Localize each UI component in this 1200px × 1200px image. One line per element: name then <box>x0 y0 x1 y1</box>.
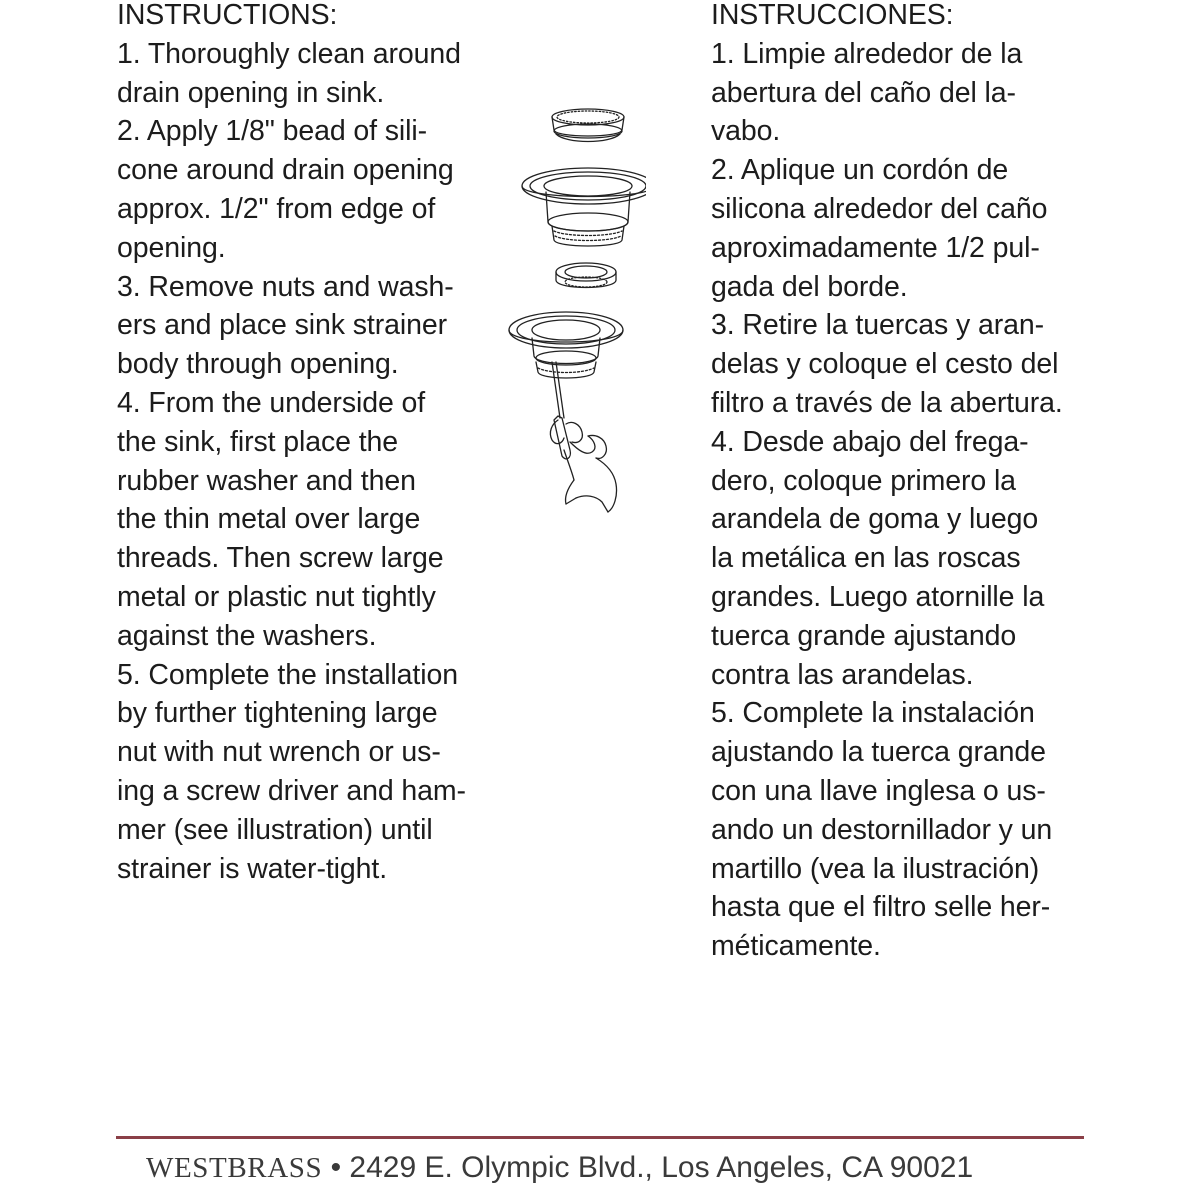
instruction-line: opening. <box>117 231 226 264</box>
instruction-line: ers and place sink strainer <box>117 309 447 342</box>
instruction-line: méticamente. <box>711 930 881 963</box>
instruction-line: abertura del caño del la- <box>711 76 1016 109</box>
instruction-line: gada del borde. <box>711 270 908 303</box>
instruction-line: dero, coloque primero la <box>711 464 1016 497</box>
screwdriver-icon <box>552 362 570 459</box>
footer-address: 2429 E. Olympic Blvd., Los Angeles, CA 90021 <box>349 1151 974 1184</box>
instruction-line: cone around drain opening <box>117 154 454 187</box>
instruction-line: against the washers. <box>117 619 377 652</box>
instruction-line: vabo. <box>711 115 781 148</box>
washer-part <box>556 263 616 288</box>
instruction-line: the thin metal over large <box>117 503 421 536</box>
instruction-line: 1. Limpie alrededor de la <box>711 37 1023 70</box>
instruction-line: nut with nut wrench or us- <box>117 736 441 769</box>
instruction-line: drain opening in sink. <box>117 76 385 109</box>
instruction-line: 3. Remove nuts and wash- <box>117 270 454 303</box>
instructions-heading-spanish: INSTRUCCIONES: <box>711 0 954 31</box>
instruction-line: ajustando la tuerca grande <box>711 736 1046 769</box>
hand-icon <box>550 420 616 512</box>
strainer-body-part <box>522 168 646 246</box>
instruction-line: body through opening. <box>117 348 399 381</box>
instruction-line: rubber washer and then <box>117 464 416 497</box>
instruction-line: silicona alrededor del caño <box>711 192 1048 225</box>
instruction-line: la metálica en las roscas <box>711 542 1021 575</box>
instruction-line: ando un destornillador y un <box>711 813 1053 846</box>
instruction-line: approx. 1/2" from edge of <box>117 192 436 225</box>
footer-divider <box>116 1136 1084 1139</box>
instruction-line: 5. Complete the installation <box>117 658 458 691</box>
instruction-line: delas y coloque el cesto del <box>711 348 1059 381</box>
instruction-line: contra las arandelas. <box>711 658 974 691</box>
sink-strainer-assembly-icon <box>496 100 646 530</box>
instruction-line: the sink, first place the <box>117 425 399 458</box>
instruction-line: 1. Thoroughly clean around <box>117 37 461 70</box>
instruction-line: 5. Complete la instalación <box>711 697 1035 730</box>
instruction-line: ing a screw driver and ham- <box>117 774 466 807</box>
instructions-heading-english: INSTRUCTIONS: <box>117 0 338 31</box>
instructions-english <box>117 0 497 888</box>
instruction-line: metal or plastic nut tightly <box>117 580 436 613</box>
brand-name: WESTBRASS <box>146 1152 323 1184</box>
instruction-line: martillo (vea la ilustración) <box>711 852 1040 885</box>
instructions-spanish <box>711 0 1091 966</box>
instruction-line: 4. From the underside of <box>117 386 426 419</box>
strainer-basket-part <box>552 109 624 142</box>
instruction-line: arandela de goma y luego <box>711 503 1039 536</box>
footer-separator: • <box>330 1151 342 1184</box>
instruction-line: tuerca grande ajustando <box>711 619 1017 652</box>
instruction-line: threads. Then screw large <box>117 542 444 575</box>
footer-address-line <box>146 1149 973 1187</box>
instruction-line: grandes. Luego atornille la <box>711 580 1045 613</box>
instruction-line: 4. Desde abajo del frega- <box>711 425 1029 458</box>
instruction-line: 3. Retire la tuercas y aran- <box>711 309 1045 342</box>
instruction-line: con una llave inglesa o us- <box>711 774 1046 807</box>
instruction-line: aproximadamente 1/2 pul- <box>711 231 1040 264</box>
instruction-line: strainer is water-tight. <box>117 852 388 885</box>
instruction-line: by further tightening large <box>117 697 438 730</box>
instruction-line: 2. Aplique un cordón de <box>711 154 1009 187</box>
instruction-line: 2. Apply 1/8" bead of sili- <box>117 115 428 148</box>
instruction-line: filtro a través de la abertura. <box>711 386 1063 419</box>
instruction-line: hasta que el filtro selle her- <box>711 891 1051 924</box>
instruction-line: mer (see illustration) until <box>117 813 433 846</box>
installed-strainer-part <box>509 312 623 378</box>
